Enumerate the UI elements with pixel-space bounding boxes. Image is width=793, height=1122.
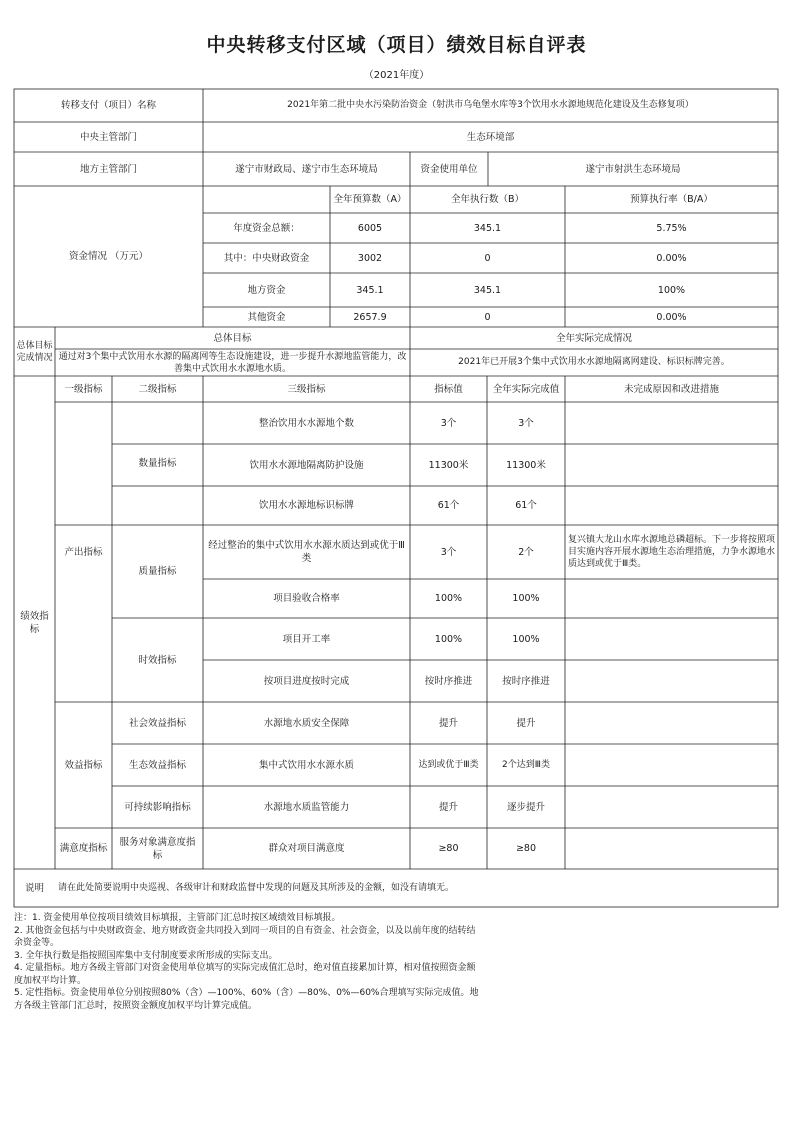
indicator-name: 按项目进度按时完成	[263, 675, 350, 687]
project-name-label: 转移支付（项目）名称	[60, 100, 156, 111]
report-year: （2021年度）	[363, 70, 430, 81]
indicator-name: 水源地水质安全保障	[263, 717, 350, 729]
funds-row-rate: 0.00%	[656, 311, 687, 323]
footnote: 注：1. 资金使用单位按项目绩效目标填报，主管部门汇总时按区域绩效目标填报。	[14, 913, 341, 923]
fund-unit-value: 遂宁市射洪生态环境局	[585, 163, 681, 175]
funds-row-name: 地方资金	[247, 284, 286, 296]
indicator-reason: 复兴镇大龙山水库水源地总磷超标。下一步将按照项目实施内容开展水源地生态治理措施，力争水源地水质达到或优于Ⅲ类。	[568, 535, 776, 569]
perf-header-level1: 一级指标	[64, 383, 103, 395]
indicator-actual: 61个	[515, 500, 537, 511]
overall-goal-header: 总体目标	[213, 332, 252, 344]
indicator-target: 100%	[434, 593, 463, 604]
perf-header-reason: 未完成原因和改进措施	[623, 383, 719, 395]
level2-ecological: 生态效益指标	[128, 759, 186, 771]
funds-row-name: 其中：中央财政资金	[223, 252, 310, 264]
local-dept-label: 地方主管部门	[79, 163, 137, 175]
indicator-actual: 100%	[512, 633, 540, 645]
level1-output: 产出指标	[64, 546, 103, 558]
indicator-target: 按时序推进	[424, 675, 473, 687]
indicator-name: 饮用水水源地隔离防护设施	[249, 459, 364, 471]
indicator-actual: 提升	[516, 717, 536, 729]
funds-row-rate: 5.75%	[656, 222, 687, 234]
indicator-actual: 2个达到Ⅲ类	[502, 759, 550, 770]
central-dept-value: 生态环境部	[466, 131, 515, 143]
funds-row-budget: 345.1	[356, 284, 384, 296]
indicator-name: 项目开工率	[282, 633, 331, 645]
indicator-name: 饮用水水源地标识标牌	[258, 500, 354, 511]
central-dept-label: 中央主管部门	[79, 131, 137, 143]
fund-unit-label: 资金使用单位	[420, 163, 478, 175]
funds-row-budget: 3002	[357, 252, 383, 264]
perf-header-actual: 全年实际完成值	[492, 383, 560, 395]
footnote: 2. 其他资金包括与中央财政资金、地方财政资金共同投入到同一项目的自有资金、社会资金，以及以前年度的结转结余资金等。	[14, 925, 476, 948]
page-title: 中央转移支付区域（项目）绩效目标自评表	[206, 34, 587, 56]
perf-label: 绩效指标	[20, 610, 49, 635]
overall-actual-header: 全年实际完成情况	[555, 332, 632, 344]
level2-quantity: 数量指标	[138, 458, 177, 469]
indicator-name: 项目验收合格率	[273, 593, 340, 604]
funds-header-budget: 全年预算数（A）	[333, 194, 407, 205]
project-name-value: 2021年第二批中央水污染防治资金（射洪市乌龟堡水库等3个饮用水水源地规范化建设及生态修复项）	[287, 100, 694, 110]
perf-header-level2: 二级指标	[138, 383, 177, 395]
indicator-actual: 100%	[512, 593, 540, 604]
funds-row-executed: 345.1	[473, 222, 502, 234]
indicator-target: 提升	[438, 717, 458, 729]
perf-header-target: 指标值	[434, 383, 463, 395]
indicator-target: 3个	[440, 417, 457, 429]
funds-row-budget: 6005	[357, 222, 383, 234]
footnote: 4. 定量指标。地方各级主管部门对资金使用单位填写的实际完成值汇总时，绝对值直接累加计算，相对值按照资金额度加权平均计算。	[14, 963, 476, 986]
funds-row-budget: 2657.9	[353, 311, 387, 323]
overall-label: 总体目标完成情况	[16, 340, 53, 363]
level2-social: 社会效益指标	[128, 717, 186, 729]
overall-actual-text: 2021年已开展3个集中式饮用水水源地隔离网建设、标识标牌完善。	[458, 357, 730, 367]
level1-benefit: 效益指标	[64, 759, 103, 771]
indicator-target: 100%	[434, 633, 463, 645]
footnote: 5. 定性指标。资金使用单位分别按照80%（含）—100%、60%（含）—80%、0%—60%合理填写实际完成值。地方各级主管部门汇总时，按照资金额度加权平均计算完成值。	[14, 988, 479, 1011]
funds-header-executed: 全年执行数（B）	[450, 194, 525, 205]
funds-header-rate: 预算执行率（B/A）	[630, 194, 713, 205]
level2-quality: 质量指标	[138, 566, 177, 577]
indicator-target: 达到或优于Ⅲ类	[418, 759, 479, 770]
indicator-target: 61个	[437, 500, 460, 511]
indicator-actual: 11300米	[506, 459, 546, 471]
indicator-target: 3个	[440, 546, 457, 558]
perf-header-level3: 三级指标	[287, 383, 326, 395]
funds-row-rate: 100%	[657, 284, 686, 296]
funds-row-rate: 0.00%	[656, 252, 687, 264]
indicator-name: 水源地水质监管能力	[263, 801, 350, 813]
indicator-target: 提升	[438, 801, 458, 813]
indicator-target: ≥80	[438, 843, 459, 854]
indicator-actual: ≥80	[515, 843, 537, 854]
overall-goal-text: 通过对3个集中式饮用水水源的隔离网等生态设施建设，进一步提升水源地监管能力，改善集中式饮用水水源地水质。	[58, 351, 407, 374]
indicator-actual: 按时序推进	[502, 675, 550, 687]
indicator-name: 经过整治的集中式饮用水水源水质达到或优于Ⅲ类	[208, 540, 405, 564]
indicator-target: 11300米	[428, 459, 469, 471]
funds-row-executed: 0	[484, 311, 491, 323]
footnote: 3. 全年执行数是指按照国库集中支付制度要求所形成的实际支出。	[14, 950, 278, 961]
remark-text: 请在此处简要说明中央巡视、各级审计和财政监督中发现的问题及其所涉及的金额，如没有请填无。	[58, 882, 455, 893]
level2-service: 服务对象满意度指标	[119, 836, 196, 861]
indicator-actual: 2个	[518, 546, 534, 558]
indicator-actual: 3个	[518, 417, 534, 429]
indicator-actual: 逐步提升	[506, 801, 545, 813]
funds-row-executed: 345.1	[473, 284, 502, 296]
level1-satisfaction: 满意度指标	[59, 843, 108, 854]
remark-label: 说明	[24, 882, 44, 894]
funds-row-executed: 0	[484, 252, 491, 264]
indicator-name: 整治饮用水水源地个数	[258, 417, 354, 429]
local-dept-value: 遂宁市财政局、遂宁市生态环境局	[235, 163, 378, 175]
level2-sustainable: 可持续影响指标	[124, 801, 191, 813]
level2-timeliness: 时效指标	[138, 654, 177, 666]
funds-row-name: 年度资金总额：	[233, 222, 300, 234]
funds-label: 资金情况 （万元）	[68, 251, 149, 262]
indicator-name: 集中式饮用水水源水质	[258, 759, 354, 771]
indicator-name: 群众对项目满意度	[268, 843, 345, 854]
funds-row-name: 其他资金	[247, 311, 286, 323]
footnotes	[14, 912, 484, 1012]
